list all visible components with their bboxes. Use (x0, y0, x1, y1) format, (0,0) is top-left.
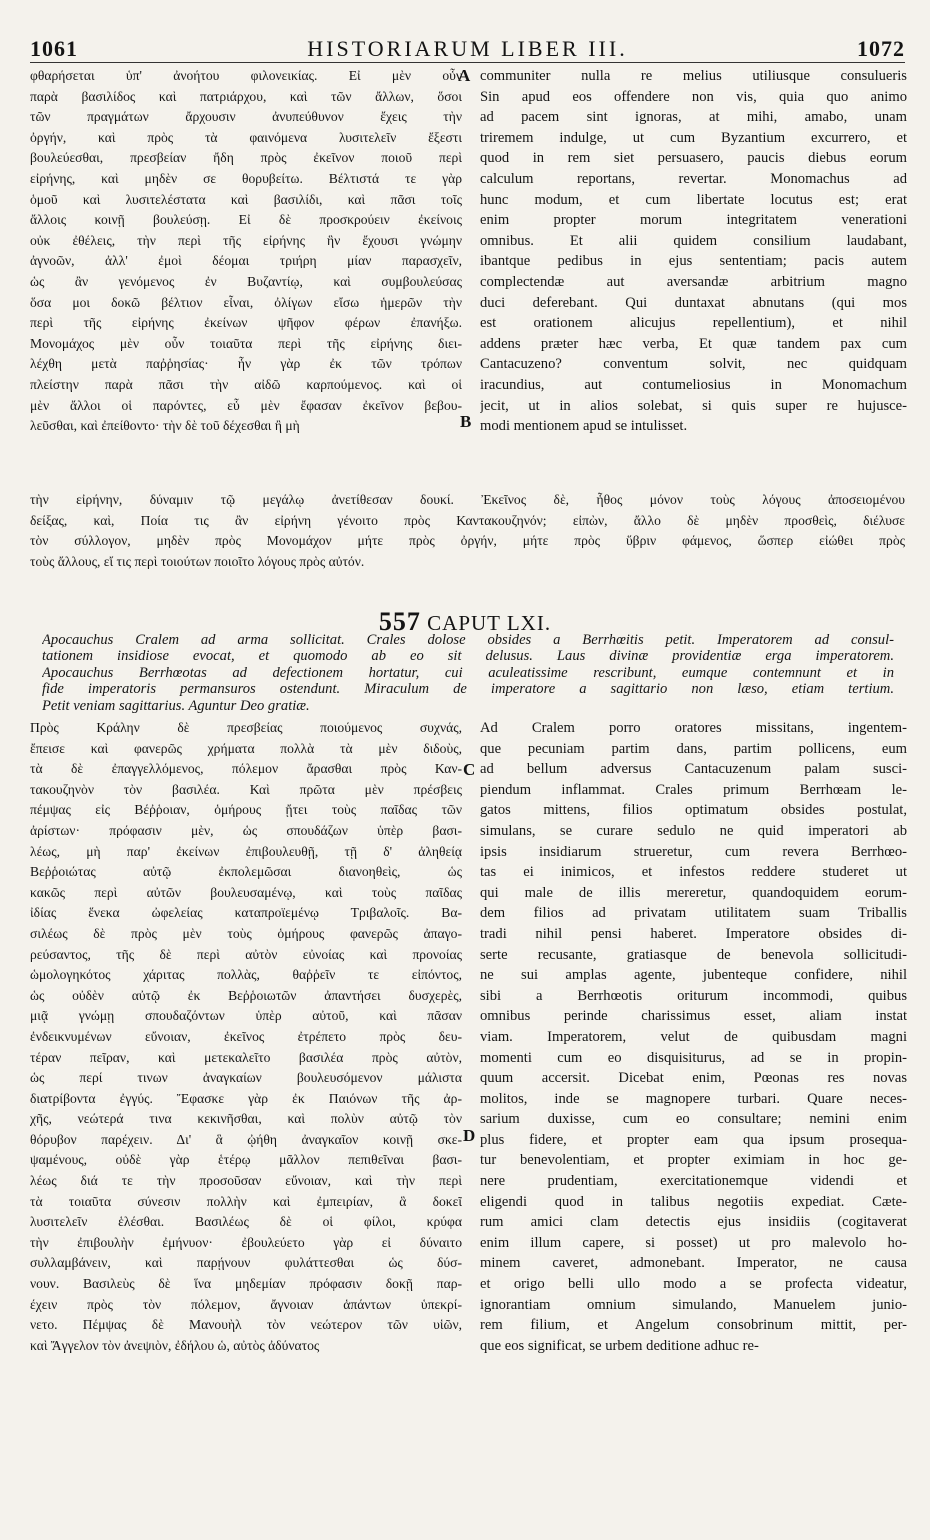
right-page-number: 1072 (857, 36, 905, 61)
text-line: piendum inflammat. Crales primum Berrhœam le- (480, 781, 907, 798)
text-line: διατρίβοντα ἐγγύς. Ἔφασκε γὰρ ἐκ Παιόνων τῆς ἀρ- (30, 1090, 462, 1106)
text-line: hunc modum, et cum libertate locutus est; erat (480, 191, 907, 208)
text-line: ibantque pedibus in ejus sententiam; pacis autem (480, 253, 907, 270)
text-line: jecit, ut in alios solebat, si quis super re hujusce- (480, 397, 907, 414)
text-line: τὰ τοιαῦτα σύνεσιν πολλὴν καὶ ἐμπειρίαν, ἃ δοκεῖ (30, 1193, 462, 1209)
text-line: sibi a Berrhœotis oriturum incommodi, quibus (480, 987, 907, 1004)
text-line: Βεῤῥοιώτας αὐτῷ ἐκπολεμῶσαι διανοηθεὶς, ὡς (30, 864, 462, 880)
text-line: τὴν ἐπιβουλὴν ἐμήνυον· ἐβουλεύετο γὰρ εἰ δύναιτο (30, 1234, 462, 1250)
text-line: πλείστην παρὰ πᾶσι τὴν αἰδῶ καρπούμενος. καὶ οἱ (30, 376, 462, 392)
text-line: τὴν εἰρήνην, δύναμιν τῷ μεγάλῳ ἀνετίθεσαν δουκί. Ἐκεῖνος δὲ, ἦθος μόνον τοὺς λόγους ἀποσειομένου (30, 492, 905, 507)
text-line: modi mentionem apud se intulisset. (480, 418, 688, 435)
text-line: τὰ δὲ ἐπαγγελλόμενος, πόλεμον ἄρασθαι πρὸς Καν- (30, 761, 462, 777)
text-line: νετο. Πέμψας δὲ Μανουὴλ τὸν νεώτερον τῶν υἱῶν, (30, 1317, 462, 1333)
bottom-greek-column (30, 718, 462, 1356)
text-line: Apocauchus Cralem ad arma sollicitat. Crales dolose obsides a Berrhœitis petit. Imperatorem ad consul- (42, 632, 894, 648)
text-line: simulans, se curare sedulo ne quid imperatori ab (480, 822, 907, 839)
text-line: εἰρήνης, καὶ μηδὲν σε θορυβείτω. Βέλτιστά τε γὰρ (30, 170, 462, 186)
text-line: rem filium, et Angelum consobrinum mittit, per- (480, 1317, 907, 1334)
text-line: λυσιτελεῖν ἑλέσθαι. Βασιλέως δὲ οἱ φίλοι, κρύφα (30, 1214, 462, 1230)
text-line: τακουζηνὸν τὸν βασιλέα. Καὶ πρῶτα μὲν πρέσβεις (30, 781, 462, 797)
text-line: τοὺς ἄλλους, εἴ τις περὶ τοιούτων ποιοῖτο λόγους πρὸς αὐτόν. (30, 553, 365, 569)
text-line: ὡς ἂν γενόμενος ἐν Βυζαντίῳ, καὶ συμβουλεύσας (30, 273, 462, 289)
text-line: quum accersit. Dicebat enim, Pœonas res novas (480, 1070, 907, 1087)
text-line: addens præter hæc verba, Et quæ tandem pax cum (480, 335, 907, 352)
text-line: Μονομάχος μὲν οὖν τοιαῦτα περὶ τῆς εἰρήνης διει- (30, 335, 462, 351)
text-line: gatos mittens, filios optimatum obsides postulat, (480, 802, 907, 819)
text-line: duci deferebant. Qui duntaxat abnutans (qui mos (480, 294, 907, 311)
text-line: ἀρίστων· πρόφασιν μὲν, ὡς σπουδάζων ὑπὲρ βασι- (30, 822, 462, 838)
text-line: ὀργήν, καὶ πρὸς τὰ φαινόμενα λυσιτελεῖν ἔξεστι (30, 129, 462, 145)
text-line: βουλεύεσθαι, πρεσβείαν ἤδη πρὸς ἐκεῖνον ποιοῦ περὶ (30, 150, 462, 166)
text-line: ὅσα μοι δοκῶ βέλτιον εἶναι, ὀλίγων εἴσω ἡμερῶν τὴν (30, 294, 462, 310)
text-line: Πρὸς Κράλην δὲ πρεσβείας ποιούμενος συχνάς, (30, 720, 462, 735)
text-line: Sin apud eos offendere non vis, quia quo animo (480, 88, 907, 105)
text-line: plus fidere, et propter eam qua ipsum prosequa- (480, 1131, 907, 1148)
text-line: περὶ τῆς εἰρήνης ἐκείνων ψῆφον φέρων ἐπανήξω. (30, 315, 462, 331)
text-line: Cantacuzeno? conventum solvit, nec quidquam (480, 356, 907, 373)
chapter-number: 557 (378, 607, 421, 636)
text-line: sarium duxisse, cum eo consultare; nemini enim (480, 1111, 907, 1128)
text-line: enim illum capere, si posset) ut pro malevolo ho- (480, 1234, 907, 1251)
text-line: tas ei inimicos, et infestos reddere studeret ut (480, 864, 907, 881)
text-line: χῆς, νεώτερά τινα κεκινῆσθαι, καὶ πολὺν αὐτῷ τὸν (30, 1111, 462, 1127)
text-line: tur benevolentiam, et propter eximiam in hoc ge- (480, 1152, 907, 1169)
text-line: eligendi quod in talibus negotiis expediat. Cæte- (480, 1193, 907, 1210)
text-line: καὶ Ἄγγελον τὸν ἀνεψιὸν, ἐδήλου ὡ, αὐτὸς ἀδύνατος (30, 1337, 320, 1353)
text-line: Apocauchus Berrhœotas ad defectionem hortatur, cui aculeatissime rescribunt, eumque contemnunt et in (42, 664, 894, 681)
text-line: ρεύσαντος, τῆς δὲ περὶ αὐτὸν εὐνοίας καὶ προνοίας (30, 946, 462, 962)
text-line: ἐνδεικνυμένων εὔνοιαν, ἐκεῖνος ἐτρέπετο πρὸς δευ- (30, 1028, 462, 1044)
text-line: ignorantiam omnium simulando, Manuelem junio- (480, 1296, 907, 1313)
text-line: omnibus perinde charissimus esset, aliam instat (480, 1008, 907, 1025)
text-line: μὲν ἄλλοι οἱ παρόντες, εὖ μὲν ἔφασαν ἐκεῖνον βεβου- (30, 397, 462, 413)
text-line: ψαμένους, οὐδὲ γὰρ ἑτέρῳ μᾶλλον πεπιθεῖναι βασι- (30, 1152, 462, 1168)
text-line: φθαρήσεται ὑπ' ἀνοήτου φιλονεικίας. Εἰ μὲν οὖν (30, 68, 462, 83)
text-line: Ad Cralem porro oratores missitans, ingentem- (480, 720, 907, 736)
section-marker-c: C (463, 760, 476, 779)
chapter-title: CAPUT LXI. (427, 611, 552, 635)
text-line: οὐκ ἐθέλεις, τὴν περὶ τῆς εἰρήνης ἣν ἔχουσι γνώμην (30, 232, 462, 248)
text-line: momenti cum eo disquisiturus, ad se in propin- (480, 1049, 907, 1066)
text-line: τὸν σύλλογον, μηδὲν πρὸς Μονομάχον μήτε πρὸς ὀργήν, μήτε πρὸς ὕβριν φάμενος, ὥσπερ εἰώθει πρὸς (30, 533, 905, 549)
left-page-number: 1061 (30, 36, 78, 61)
text-line: viam. Imperatorem, velut de quibusdam magni (480, 1028, 907, 1045)
text-line: serte recusante, gratiasque de benevola sollicitudi- (480, 946, 907, 963)
text-line: complectendæ aut aversandæ arbitrium magno (480, 273, 907, 290)
text-line: que eos significat, se urbem deditione adhuc re- (480, 1337, 759, 1354)
top-latin-column (480, 66, 907, 437)
bottom-latin-column (480, 718, 907, 1356)
text-line: est orationem alicujus repellentium), et nihil (480, 315, 907, 332)
text-line: ad pacem sint ignoras, at mihi, amabo, unam (480, 109, 907, 126)
text-line: ὁμοῦ καὶ λυσιτελέστατα καὶ βασιλίδι, καὶ πᾶσι τοῖς (30, 191, 462, 207)
text-line: que pecuniam partim dans, partim pollicens, eum (480, 740, 907, 757)
text-line: μιᾷ γνώμῃ σπουδαζόντων ὑπὲρ αὐτοῦ, καὶ πᾶσαν (30, 1008, 462, 1024)
text-line: molitos, inde se magnopere turbari. Quare neces- (480, 1090, 907, 1107)
text-line: λέως διά τε τὴν προσοῦσαν εὔνοιαν, καὶ τὴν περὶ (30, 1173, 462, 1189)
text-line: ἀγνοῶν, ἀλλ' ἐμοὶ δέομαι τριήρη μίαν παρασχεῖν, (30, 253, 462, 269)
text-line: iracundius, aut contumeliosius in Monomachum (480, 376, 907, 393)
text-line: qui male de illis mereretur, quandoquidem eorum- (480, 884, 907, 901)
top-greek-column (30, 66, 462, 437)
text-line: tationem insidiose evocat, et quomodo ab eo sit delusus. Laus divinæ providentiæ erga imperatorem. (42, 648, 894, 665)
section-marker-b: B (460, 412, 472, 431)
text-line: σιλέως δὲ πρὸς μὲν τοὺς ὁμήρους φανερῶς ἀπαγο- (30, 925, 462, 941)
text-line: enim propter morum integritatem venerationi (480, 212, 907, 229)
running-header (30, 36, 905, 63)
chapter-summary (42, 632, 894, 714)
text-line: ἔπεισε καὶ φανερῶς χρήματα πολλὰ τὰ μὲν διδοὺς, (30, 740, 462, 756)
text-line: λεῦσθαι, καὶ ἐπείθοντο· τὴν δὲ τοῦ δέχεσθαι ἢ μὴ (30, 418, 300, 434)
text-line: συλλαμβάνειν, καὶ παρῄνουν φυλάττεσθαι ὡς δύσ- (30, 1255, 462, 1271)
text-line: θόρυβον παρέχειν. Δι' ἃ ᾠήθη ἀναγκαῖον κοινῇ σκε- (30, 1131, 462, 1147)
text-line: ipsis insidiarum strueretur, cum revera Berrhœo- (480, 843, 907, 860)
text-line: ne sui amplas agente, jubenteque confidere, nihil (480, 967, 907, 984)
text-line: ὡμολογηκότος χάριτας πολλὰς, θαῤῥεῖν τε εἰπόντος, (30, 967, 462, 983)
text-line: τέραν πεῖραν, καὶ μετεκαλεῖτο βασιλέα πρὸς αὐτὸν, (30, 1049, 462, 1065)
running-title: HISTORIARUM LIBER III. (307, 36, 628, 61)
section-marker-a: A (458, 66, 471, 85)
text-line: λέως, μὴ παρ' ἐκείνων ἐπιβουλευθῇ, τῇ δ' ἀληθείᾳ (30, 843, 462, 859)
text-line: rum amici clam detectis ejus insidiis (cogitaverat (480, 1214, 907, 1231)
text-line: πέμψας εἰς Βέῤῥοιαν, ὁμήρους ᾔτει τοὺς παῖδας τῶν (30, 802, 462, 818)
text-line: ad bellum adversus Cantacuzenum palam susci- (480, 761, 907, 778)
text-line: nere prudentiam, exercitationemque videndi et (480, 1173, 907, 1190)
text-line: Petit veniam sagittarius. Aguntur Deo gratiæ. (42, 697, 310, 714)
text-line: calculum reportans, revertar. Monomachus ad (480, 170, 907, 187)
text-line: minem caveret, admonebant. Imperator, ne causa (480, 1255, 907, 1272)
text-line: ὡς περί τινων ἀναγκαίων βουλευσόμενον μάλιστα (30, 1070, 462, 1086)
text-line: quod in rem siet persuasero, paucis diebus eorum (480, 150, 907, 167)
text-line: et origo belli ullo modo a se profecta videatur, (480, 1276, 907, 1293)
text-line: triremem indulge, ut cum Byzantium excurrero, et (480, 129, 907, 146)
text-line: ὡς οὐδὲν αὐτῷ ἐκ Βεῤῥοιωτῶν ἀπαντήσει δυσχερὲς, (30, 987, 462, 1003)
text-line: κακῶς περὶ αὐτῶν βουλευσαμένῳ, καὶ τοὺς παῖδας (30, 884, 462, 900)
text-line: ἄλλοις κοινῇ βουλεύσῃ. Εἰ δὲ προσκρούειν ἐκείνοις (30, 212, 462, 228)
text-line: dem filios ad privatam utilitatem suam Triballis (480, 905, 907, 922)
text-line: παρὰ βασιλίδος καὶ πατριάρχου, καὶ τῶν ἄλλων, ὅσοι (30, 88, 462, 104)
text-line: λέχθη μετὰ παῤῥησίας· ἦν γὰρ ἐκ τῶν τρόπων (30, 356, 462, 372)
text-line: δείξας, καὶ, Ποία τις ἂν εἰρήνη γένοιτο πρὸς Καντακουζηνόν; εἰπὼν, ἄλλο δὲ μηδὲν προσθεὶς, διέλυσε (30, 512, 905, 528)
text-line: έχειν πρὸς τὸν πόλεμον, ἄγνοιαν ἁπάντων ὑπεκρί- (30, 1296, 462, 1312)
text-line: νουν. Βασιλεὺς δὲ ἵνα μηδεμίαν πρόφασιν δοκῇ παρ- (30, 1276, 462, 1292)
text-line: τῶν πραγμάτων ἄρχουσιν ἀνυπεύθυνον ἔχεις τὴν (30, 109, 462, 125)
section-marker-d: D (463, 1126, 476, 1145)
text-line: fide imperatoris permansuros ostendunt. Miraculum de imperatore a sagittario non læso, etiam tertium. (42, 681, 894, 698)
text-line: ἰδίας ἕνεκα ὠφελείας καταπροϊεμένῳ Τριβαλοῖς. Βα- (30, 905, 462, 921)
top-full-width-text (30, 490, 905, 572)
text-line: tradi nihil pensi haberet. Imperatore obsides di- (480, 925, 907, 942)
text-line: communiter nulla re melius utiliusque consulueris (480, 68, 907, 84)
text-line: omnibus. Et alii quidem consilium laudabant, (480, 232, 907, 249)
